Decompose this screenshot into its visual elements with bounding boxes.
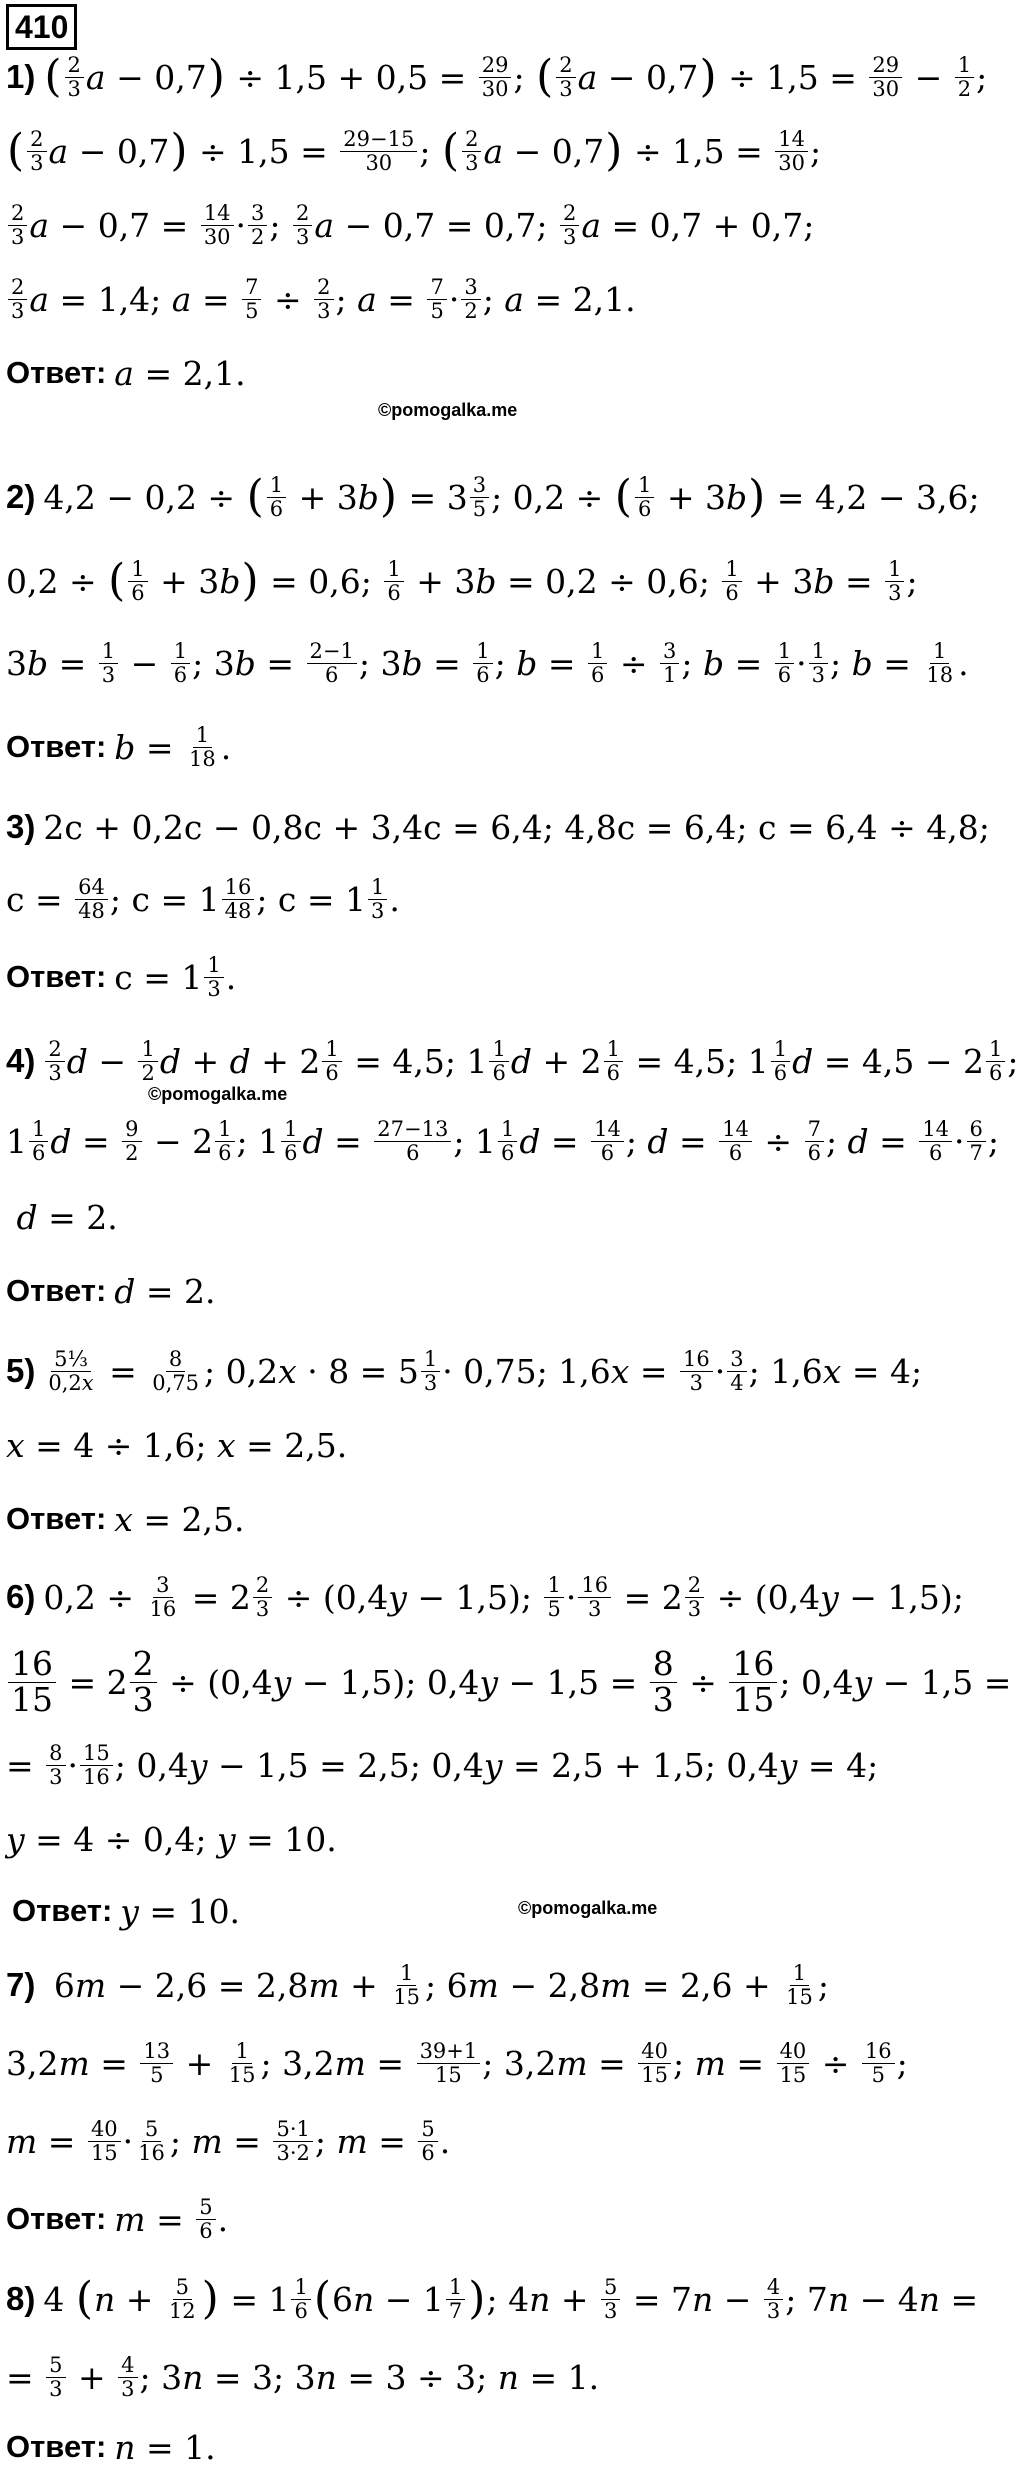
watermark: ©pomogalka.me xyxy=(148,1084,288,1104)
solution-7-line-1: 7) 6 m − 2,6 = 2,8 m + $\frac{1}{15}$ ; 6 m − 2,8 m = 2,6 + $\frac{1}{15}$ ; xyxy=(6,1961,829,2009)
solution-5-line-1: 5) $\frac{\text{5⅓}}{0,2x}$ = $\frac{8}{0,75}$ ; 0,2 x · 8 = 5 $\frac{1}{3}$ · 0,75; 1,6 x = $\frac{16}{3}$ · $\frac{3}{4}$ ; 1,6 x = 4; xyxy=(6,1347,923,1395)
answer-label: Ответ: xyxy=(12,1893,113,1928)
solution-3-line-2: c = $\frac{64}{48}$ ; c = 1 $\frac{16}{48}$ ; c = 1 $\frac{1}{3}$ . xyxy=(6,875,400,923)
answer-label: Ответ: xyxy=(6,2429,107,2464)
item-label: 5) xyxy=(6,1352,36,1389)
solution-8-line-1: 8) 4 ( n + $\frac{5}{12}$ ) = 1 $\frac{1}{6}$ ( 6 n − 1 $\frac{1}{7}$ ) ; 4 n + $\frac{5}{3}$ = 7 n − $\frac{4}{3}$ ; 7 n − 4 n = xyxy=(6,2273,979,2324)
answer-1: Ответ: a = 2,1. xyxy=(6,353,246,393)
watermark: ©pomogalka.me xyxy=(378,400,518,420)
answer-2: Ответ: b = $\frac{1}{18}$ . xyxy=(6,723,232,771)
solution-6-line-4: y = 4 ÷ 0,4; y = 10. xyxy=(6,1819,337,1859)
item-label: 8) xyxy=(6,2280,36,2317)
item-label: 6) xyxy=(6,1578,36,1615)
answer-7: Ответ: m = $\frac{5}{6}$ . xyxy=(6,2195,229,2243)
solution-1-line-2: ( $\frac{2}{3}$ a − 0,7 ) ÷ 1,5 = $\frac{29-15}{30}$ ; ( $\frac{2}{3}$ a − 0,7 ) ÷ 1,5 = $\frac{14}{30}$ ; xyxy=(7,125,822,176)
watermark: ©pomogalka.me xyxy=(518,1898,658,1918)
solution-8-line-2: = $\frac{5}{3}$ + $\frac{4}{3}$ ; 3 n = 3; 3 n = 3 ÷ 3; n = 1. xyxy=(6,2353,600,2401)
answer-5: Ответ: x = 2,5. xyxy=(6,1499,245,1539)
problem-number: 410 xyxy=(6,4,77,50)
item-label: 7) xyxy=(6,1966,36,2003)
solution-2-line-1: 2) 4,2 − 0,2 ÷ ( $\frac{1}{6}$ + 3 b ) = 3 $\frac{3}{5}$ ; 0,2 ÷ ( $\frac{1}{6}$ + 3 b ) = 4,2 − 3,6; xyxy=(6,471,980,522)
answer-6: Ответ: y = 10. xyxy=(12,1891,241,1931)
answer-4: Ответ: d = 2. xyxy=(6,1271,216,1311)
solution-4-line-1: 4) $\frac{2}{3}$ d − $\frac{1}{2}$ d + d + 2 $\frac{1}{6}$ = 4,5; 1 $\frac{1}{6}$ d + 2 $\frac{1}{6}$ = 4,5; 1 $\frac{1}{6}$ d = 4,5 − 2 $\frac{1}{6}$ ; xyxy=(6,1037,1018,1085)
answer-3: Ответ: c = 1 $\frac{1}{3}$ . xyxy=(6,953,237,1001)
solution-7-line-2: 3,2 m = $\frac{13}{5}$ + $\frac{1}{15}$ ; 3,2 m = $\frac{39+1}{15}$ ; 3,2 m = $\frac{40}{15}$ ; m = $\frac{40}{15}$ ÷ $\frac{16}{5}$ ; xyxy=(6,2039,908,2087)
solution-7-line-3: m = $\frac{40}{15}$ · $\frac{5}{16}$ ; m = $\frac{5\cdot 1}{3\cdot 2}$ ; m = $\frac{5}{6}$ . xyxy=(6,2117,451,2165)
answer-8: Ответ: n = 1. xyxy=(6,2427,216,2467)
solution-5-line-2: x = 4 ÷ 1,6; x = 2,5. xyxy=(6,1425,348,1465)
answer-label: Ответ: xyxy=(6,1501,107,1536)
solution-6-line-3: = $\frac{8}{3}$ · $\frac{15}{16}$ ; 0,4 y − 1,5 = 2,5; 0,4 y = 2,5 + 1,5; 0,4 y = 4; xyxy=(6,1741,879,1789)
solution-1-line-3: $\frac{2}{3}$ a − 0,7 = $\frac{14}{30}$ · $\frac{3}{2}$ ; $\frac{2}{3}$ a − 0,7 = 0,7; $\frac{2}{3}$ a = 0,7 + 0,7; xyxy=(6,188,950,262)
item-label: 1) xyxy=(6,58,36,95)
answer-label: Ответ: xyxy=(6,1273,107,1308)
solution-6-line-2: $\frac{16}{15}$ = 2 $\frac{2}{3}$ ÷ (0,4 y − 1,5); 0,4 y − 1,5 = $\frac{8}{3}$ ÷ $\frac{16}{15}$ ; 0,4 y − 1,5 = xyxy=(6,1640,950,1724)
answer-label: Ответ: xyxy=(6,355,107,390)
answer-label: Ответ: xyxy=(6,729,107,764)
solution-2-line-2: 0,2 ÷ ( $\frac{1}{6}$ + 3 b ) = 0,6; $\frac{1}{6}$ + 3 b = 0,2 ÷ 0,6; $\frac{1}{6}$ + 3 b = $\frac{1}{3}$ ; xyxy=(6,555,918,606)
solution-4-line-2: 1 $\frac{1}{6}$ d = $\frac{9}{2}$ − 2 $\frac{1}{6}$ ; 1 $\frac{1}{6}$ d = $\frac{27-13}{6}$ ; 1 $\frac{1}{6}$ d = $\frac{14}{6}$ ; d = $\frac{14}{6}$ ÷ $\frac{7}{6}$ ; d = $\frac{14}{6}$ · $\frac{6}{7}$ ; xyxy=(6,1117,1000,1165)
solution-3-line-1: 3) 2c + 0,2c − 0,8c + 3,4c = 6,4; 4,8c = 6,4; c = 6,4 ÷ 4,8; xyxy=(6,807,990,847)
solution-6-line-1: 6) 0,2 ÷ $\frac{3}{16}$ = 2 $\frac{2}{3}$ ÷ (0,4 y − 1,5); $\frac{1}{5}$ · $\frac{16}{3}$ = 2 $\frac{2}{3}$ ÷ (0,4 y − 1,5); xyxy=(6,1573,964,1621)
answer-label: Ответ: xyxy=(6,959,107,994)
solution-2-line-3: 3 b = $\frac{1}{3}$ − $\frac{1}{6}$ ; 3 b = $\frac{2-1}{6}$ ; 3 b = $\frac{1}{6}$ ; b = $\frac{1}{6}$ ÷ $\frac{3}{1}$ ; b = $\frac{1}{6}$ · $\frac{1}{3}$ ; b = $\frac{1}{18}$ . xyxy=(6,639,969,687)
solution-1-line-1: 1) ( $\frac{2}{3}$ a − 0,7 ) ÷ 1,5 + 0,5 = $\frac{29}{30}$ ; ( $\frac{2}{3}$ a − 0,7 ) ÷ 1,5 = $\frac{29}{30}$ − $\frac{1}{2}$ ; xyxy=(6,51,988,102)
solution-4-line-3: d = 2. xyxy=(16,1197,118,1237)
answer-label: Ответ: xyxy=(6,2201,107,2236)
item-label: 2) xyxy=(6,478,36,515)
item-label: 3) xyxy=(6,808,36,845)
item-label: 4) xyxy=(6,1042,36,1079)
solution-1-line-4: $\frac{2}{3}$ a = 1,4; a = $\frac{7}{5}$ ÷ $\frac{2}{3}$ ; a = $\frac{7}{5}$ · $\frac{3}{2}$ ; a = 2,1. xyxy=(6,262,950,336)
